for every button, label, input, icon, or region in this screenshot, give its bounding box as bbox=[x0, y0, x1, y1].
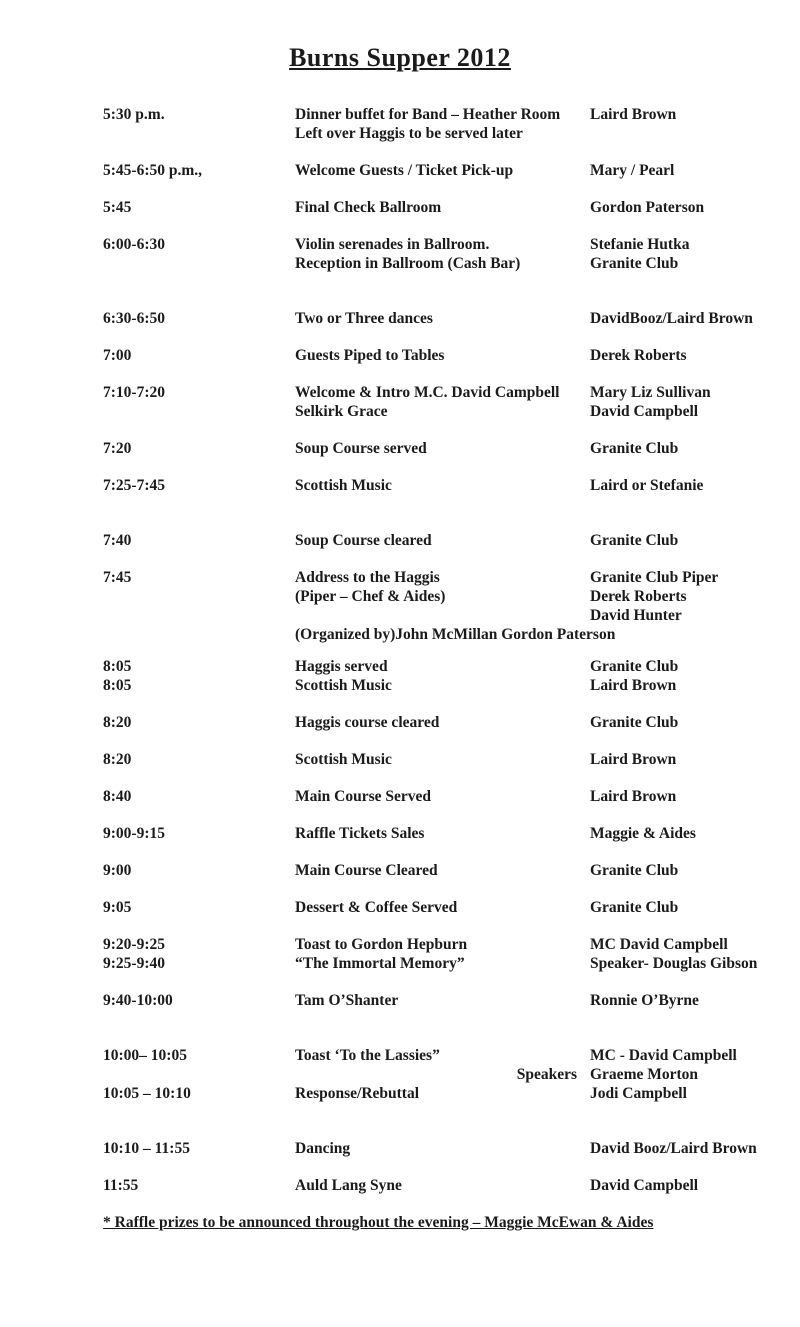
event-cell: Scottish Music bbox=[295, 477, 392, 494]
schedule-line bbox=[0, 439, 800, 458]
who-cell bbox=[590, 625, 800, 644]
schedule-line bbox=[0, 402, 800, 421]
event-cell: Guests Piped to Tables bbox=[295, 347, 445, 364]
footer-note bbox=[0, 1213, 800, 1232]
schedule-line bbox=[0, 309, 800, 328]
time-cell: 10:00– 10:05 bbox=[103, 1047, 187, 1064]
time-cell: 9:20-9:25 bbox=[103, 936, 165, 953]
schedule-line bbox=[0, 161, 800, 180]
schedule-line bbox=[0, 625, 800, 644]
event-cell: Violin serenades in Ballroom. bbox=[295, 236, 490, 253]
schedule-line bbox=[0, 1084, 800, 1103]
who-cell: Ronnie O’Byrne bbox=[590, 992, 699, 1009]
schedule-line bbox=[0, 1065, 800, 1084]
who-cell: Granite Club bbox=[590, 714, 679, 731]
who-cell bbox=[590, 124, 800, 143]
who-cell: Granite Club bbox=[590, 440, 679, 457]
who-cell: David Booz/Laird Brown bbox=[590, 1140, 757, 1157]
schedule-line bbox=[0, 676, 800, 695]
event-cell: Soup Course served bbox=[295, 440, 427, 457]
event-cell: Tam O’Shanter bbox=[295, 992, 399, 1009]
schedule-line bbox=[0, 750, 800, 769]
event-cell: Toast ‘To the Lassies” bbox=[295, 1047, 440, 1064]
who-cell: David Hunter bbox=[590, 607, 682, 624]
time-cell: 8:05 bbox=[103, 658, 132, 675]
who-cell: Laird or Stefanie bbox=[590, 477, 704, 494]
time-cell bbox=[103, 254, 295, 273]
who-cell: Laird Brown bbox=[590, 677, 677, 694]
schedule-line bbox=[0, 105, 800, 124]
schedule-line bbox=[0, 713, 800, 732]
who-cell: MC - David Campbell bbox=[590, 1047, 737, 1064]
who-cell: Mary Liz Sullivan bbox=[590, 384, 711, 401]
time-cell: 7:20 bbox=[103, 440, 132, 457]
who-cell: Granite Club bbox=[590, 862, 679, 879]
time-cell: 9:00 bbox=[103, 862, 132, 879]
schedule-line bbox=[0, 861, 800, 880]
time-cell bbox=[103, 124, 295, 143]
schedule-line bbox=[0, 346, 800, 365]
schedule-line bbox=[0, 606, 800, 625]
event-cell: Dessert & Coffee Served bbox=[295, 899, 458, 916]
event-cell: Selkirk Grace bbox=[295, 403, 388, 420]
event-cell: Welcome Guests / Ticket Pick-up bbox=[295, 162, 514, 179]
event-cell: Response/Rebuttal bbox=[295, 1085, 420, 1102]
who-cell: Derek Roberts bbox=[590, 347, 687, 364]
who-cell: Granite Club bbox=[590, 532, 679, 549]
schedule-line bbox=[0, 531, 800, 550]
time-cell: 7:25-7:45 bbox=[103, 477, 165, 494]
event-cell: Scottish Music bbox=[295, 751, 392, 768]
time-cell bbox=[103, 625, 295, 644]
time-cell: 5:30 p.m. bbox=[103, 106, 165, 123]
schedule-line bbox=[0, 198, 800, 217]
page-title: Burns Supper 2012 bbox=[289, 43, 511, 72]
event-cell: Auld Lang Syne bbox=[295, 1177, 402, 1194]
who-cell: Laird Brown bbox=[590, 106, 677, 123]
schedule-line bbox=[0, 787, 800, 806]
time-cell: 9:40-10:00 bbox=[103, 992, 173, 1009]
time-cell: 8:40 bbox=[103, 788, 132, 805]
who-cell: Maggie & Aides bbox=[590, 825, 696, 842]
time-cell: 7:10-7:20 bbox=[103, 384, 165, 401]
time-cell: 7:00 bbox=[103, 347, 132, 364]
schedule-line bbox=[0, 476, 800, 495]
schedule-line bbox=[0, 935, 800, 954]
schedule-line bbox=[0, 1176, 800, 1195]
footer-note-text: * Raffle prizes to be announced throughout the evening – Maggie McEwan & Aides bbox=[103, 1214, 654, 1231]
who-cell: DavidBooz/Laird Brown bbox=[590, 310, 753, 327]
event-cell: Address to the Haggis bbox=[295, 569, 440, 586]
schedule-line bbox=[0, 1046, 800, 1065]
event-cell: “The Immortal Memory” bbox=[295, 955, 465, 972]
event-cell: Two or Three dances bbox=[295, 310, 433, 327]
who-cell: David Campbell bbox=[590, 1177, 699, 1194]
time-cell: 10:05 – 10:10 bbox=[103, 1085, 191, 1102]
who-cell: Speaker- Douglas Gibson bbox=[590, 955, 758, 972]
time-cell: 5:45 bbox=[103, 199, 132, 216]
time-cell bbox=[103, 587, 295, 606]
time-cell bbox=[103, 606, 295, 625]
schedule-line bbox=[0, 124, 800, 143]
who-cell: Granite Club bbox=[590, 899, 679, 916]
event-cell: (Organized by)John McMillan Gordon Paterson bbox=[295, 626, 616, 643]
who-cell: MC David Campbell bbox=[590, 936, 728, 953]
who-cell: Gordon Paterson bbox=[590, 199, 705, 216]
time-cell: 5:45-6:50 p.m., bbox=[103, 162, 203, 179]
event-cell: Main Course Served bbox=[295, 788, 432, 805]
who-cell: David Campbell bbox=[590, 403, 699, 420]
time-cell: 9:25-9:40 bbox=[103, 955, 165, 972]
time-cell: 7:45 bbox=[103, 569, 132, 586]
schedule-line bbox=[0, 898, 800, 917]
schedule-line bbox=[0, 824, 800, 843]
event-cell: Scottish Music bbox=[295, 677, 392, 694]
time-cell: 8:20 bbox=[103, 751, 132, 768]
document-page bbox=[0, 43, 800, 1327]
time-cell: 8:05 bbox=[103, 677, 132, 694]
time-cell: 9:05 bbox=[103, 899, 132, 916]
time-cell: 7:40 bbox=[103, 532, 132, 549]
event-cell: (Piper – Chef & Aides) bbox=[295, 588, 446, 605]
time-cell: 6:00-6:30 bbox=[103, 236, 165, 253]
schedule-line bbox=[0, 991, 800, 1010]
schedule-line bbox=[0, 383, 800, 402]
event-cell: Dinner buffet for Band – Heather Room bbox=[295, 106, 561, 123]
schedule-line bbox=[0, 1139, 800, 1158]
schedule-line bbox=[0, 954, 800, 973]
schedule-line bbox=[0, 587, 800, 606]
time-cell: 10:10 – 11:55 bbox=[103, 1140, 190, 1157]
who-cell: Granite Club bbox=[590, 658, 679, 675]
time-cell bbox=[103, 402, 295, 421]
event-cell: Welcome & Intro M.C. David Campbell bbox=[295, 384, 560, 401]
event-cell: Dancing bbox=[295, 1140, 351, 1157]
event-cell: Haggis course cleared bbox=[295, 714, 440, 731]
who-cell: Laird Brown bbox=[590, 788, 677, 805]
event-cell: Main Course Cleared bbox=[295, 862, 438, 879]
time-cell bbox=[103, 1065, 295, 1084]
who-cell: Granite Club bbox=[590, 255, 679, 272]
event-cell: Haggis served bbox=[295, 658, 388, 675]
event-cell: Soup Course cleared bbox=[295, 532, 432, 549]
who-cell: Graeme Morton bbox=[590, 1066, 699, 1083]
time-cell: 11:55 bbox=[103, 1177, 139, 1194]
event-cell bbox=[295, 606, 590, 625]
event-cell: Final Check Ballroom bbox=[295, 199, 442, 216]
schedule-line bbox=[0, 657, 800, 676]
event-cell: Toast to Gordon Hepburn bbox=[295, 936, 468, 953]
event-cell: Reception in Ballroom (Cash Bar) bbox=[295, 255, 521, 272]
event-cell: Raffle Tickets Sales bbox=[295, 825, 425, 842]
who-cell: Mary / Pearl bbox=[590, 162, 675, 179]
time-cell: 9:00-9:15 bbox=[103, 825, 165, 842]
event-cell: Left over Haggis to be served later bbox=[295, 125, 523, 142]
who-cell: Stefanie Hutka bbox=[590, 236, 690, 253]
who-cell: Jodi Campbell bbox=[590, 1085, 687, 1102]
schedule-line bbox=[0, 254, 800, 273]
schedule-line bbox=[0, 235, 800, 254]
who-cell: Granite Club Piper bbox=[590, 569, 719, 586]
speakers-label: Speakers bbox=[516, 1066, 577, 1083]
schedule-line bbox=[0, 568, 800, 587]
who-cell: Derek Roberts bbox=[590, 588, 687, 605]
who-cell: Laird Brown bbox=[590, 751, 677, 768]
time-cell: 8:20 bbox=[103, 714, 132, 731]
schedule bbox=[0, 105, 800, 1195]
time-cell: 6:30-6:50 bbox=[103, 310, 165, 327]
